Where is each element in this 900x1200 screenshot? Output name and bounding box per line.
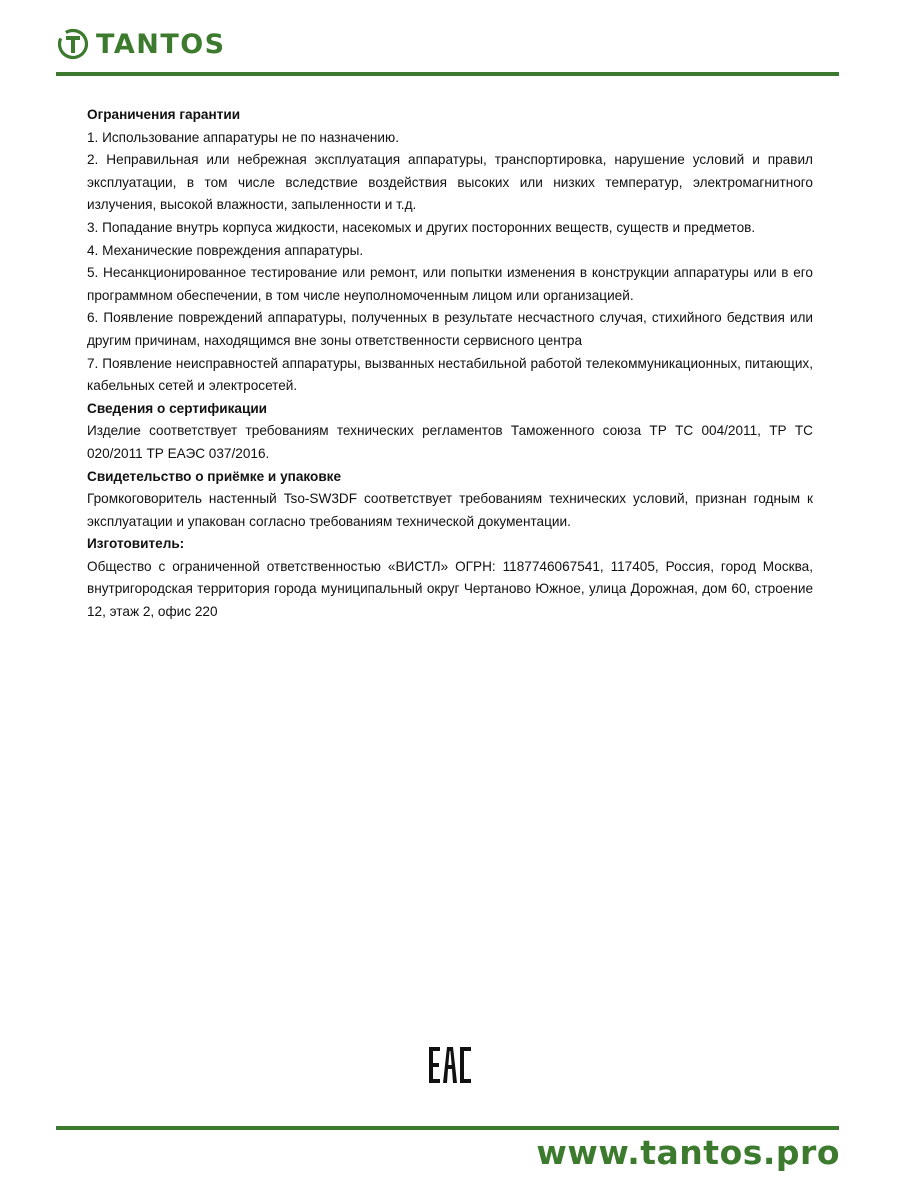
warranty-item: 3. Попадание внутрь корпуса жидкости, насекомых и других посторонних веществ, существ и предметов. xyxy=(87,219,756,235)
acceptance-text: Громкоговоритель настенный Tso-SW3DF соответствует требованиям технических условий, признан годным к эксплуатации и упакован согласно требованиям технической документации. xyxy=(87,491,813,529)
warranty-item: 5. Несанкционированное тестирование или ремонт, или попытки изменения в конструкции аппаратуры или в его программном обеспечении, в том числе неуполномоченным лицом или организацией. xyxy=(87,265,813,303)
warranty-item: 6. Появление повреждений аппаратуры, полученных в результате несчастного случая, стихийного бедствия или другим причинам, находящимся вне зоны ответственности сервисного центра xyxy=(87,310,813,348)
eac-mark-icon xyxy=(428,1045,472,1085)
footer-divider xyxy=(56,1126,839,1130)
header-divider xyxy=(56,72,839,76)
certification-text: Изделие соответствует требованиям технических регламентов Таможенного союза ТР ТС 004/2011, ТР ТС 020/2011 ТР ЕАЭС 037/2016. xyxy=(87,423,813,461)
warranty-item: 2. Неправильная или небрежная эксплуатация аппаратуры, транспортировка, нарушение условий и правил эксплуатации, в том числе вследствие воздействия высоких или низких температур, электромагнитного излучения, высокой влажности, запыленности и т.д. xyxy=(87,152,813,213)
section-title-acceptance: Свидетельство о приёмке и упаковке xyxy=(87,468,342,484)
section-title-certification: Сведения о сертификации xyxy=(87,400,268,416)
footer-website-link[interactable]: www.tantos.pro xyxy=(536,1133,840,1172)
warranty-item: 7. Появление неисправностей аппаратуры, вызванных нестабильной работой телекоммуникационных, питающих, кабельных сетей и электросетей. xyxy=(87,355,813,394)
header xyxy=(56,22,226,66)
warranty-item: 4. Механические повреждения аппаратуры. xyxy=(87,242,364,258)
tantos-logo-icon xyxy=(56,27,90,61)
manufacturer-text: Общество с ограниченной ответственностью «ВИСТЛ» ОГРН: 1187746067541, 117405, Россия, город Москва, внутригородская территория города муниципальный округ Чертаново Южное, улица Дорожная, дом 60, строение 12, этаж 2, офис 220 xyxy=(87,558,813,620)
brand-name: TANTOS xyxy=(96,28,226,60)
section-title-manufacturer: Изготовитель: xyxy=(87,536,185,552)
warranty-item: 1. Использование аппаратуры не по назначению. xyxy=(87,129,399,145)
document-body xyxy=(87,104,813,624)
section-title-warranty-limits: Ограничения гарантии xyxy=(87,107,241,122)
